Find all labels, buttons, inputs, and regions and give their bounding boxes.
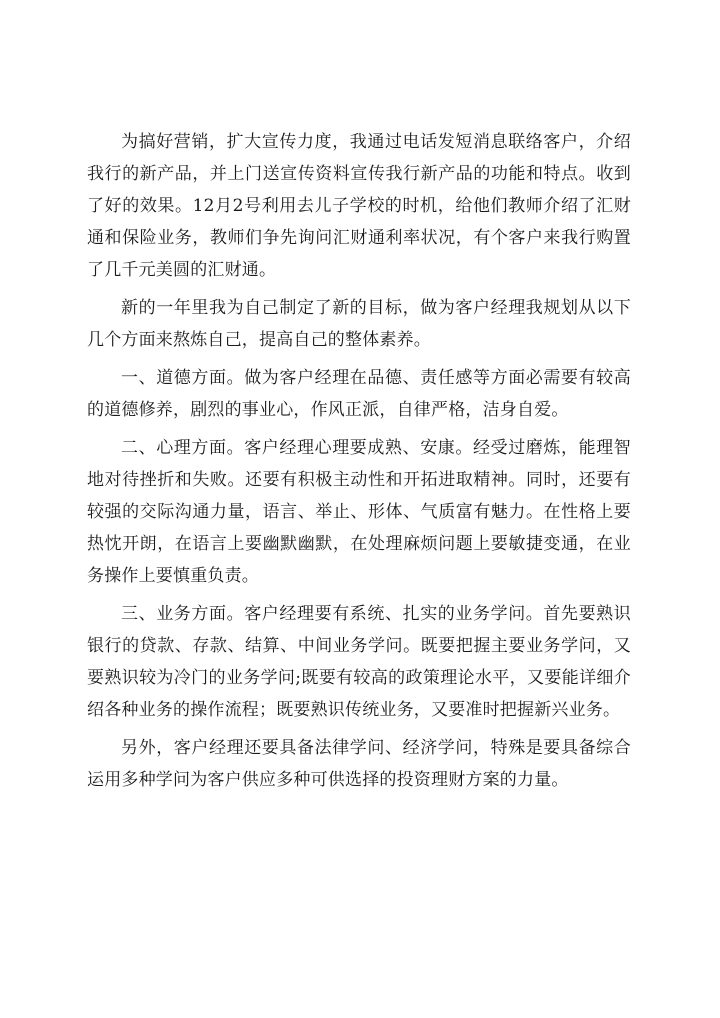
paragraph-psychological-aspect: 二、心理方面。客户经理心理要成熟、安康。经受过磨炼，能理智地对待挫折和失败。还要有积极主动性和开拓进取精神。同时，还要有较强的交际沟通力量，语言、举止、形体、气质富有魅力。在性格上要热忱开朗，在语言上要幽默幽默，在处理麻烦问题上要敏捷变通，在业务操作上要慎重负责。 — [87, 438, 631, 586]
paragraph-new-year-goals: 新的一年里我为自己制定了新的目标，做为客户经理我规划从以下几个方面来熬炼自己，提高自己的整体素养。 — [87, 298, 631, 350]
paragraph-marketing: 为搞好营销，扩大宣传力度，我通过电话发短消息联络客户，介绍我行的新产品，并上门送宣传资料宣传我行新产品的功能和特点。收到了好的效果。12月2号利用去儿子学校的时机，给他们教师介绍了汇财通和保险业务，教师们争先询问汇财通利率状况，有个客户来我行购置了几千元美圆的汇财通。 — [87, 132, 631, 280]
paragraph-additional-knowledge: 另外，客户经理还要具备法律学问、经济学问，特殊是要具备综合运用多种学问为客户供应多种可供选择的投资理财方案的力量。 — [87, 738, 631, 790]
document-body — [87, 126, 631, 802]
paragraph-business-aspect: 三、业务方面。客户经理要有系统、扎实的业务学问。首先要熟识银行的贷款、存款、结算、中间业务学问。既要把握主要业务学问，又要熟识较为冷门的业务学问;既要有较高的政策理论水平，又要能详细介绍各种业务的操作流程；既要熟识传统业务，又要准时把握新兴业务。 — [87, 604, 631, 720]
paragraph-moral-aspect: 一、道德方面。做为客户经理在品德、责任感等方面必需要有较高的道德修养，剧烈的事业心，作风正派，自律严格，洁身自爱。 — [87, 368, 631, 420]
